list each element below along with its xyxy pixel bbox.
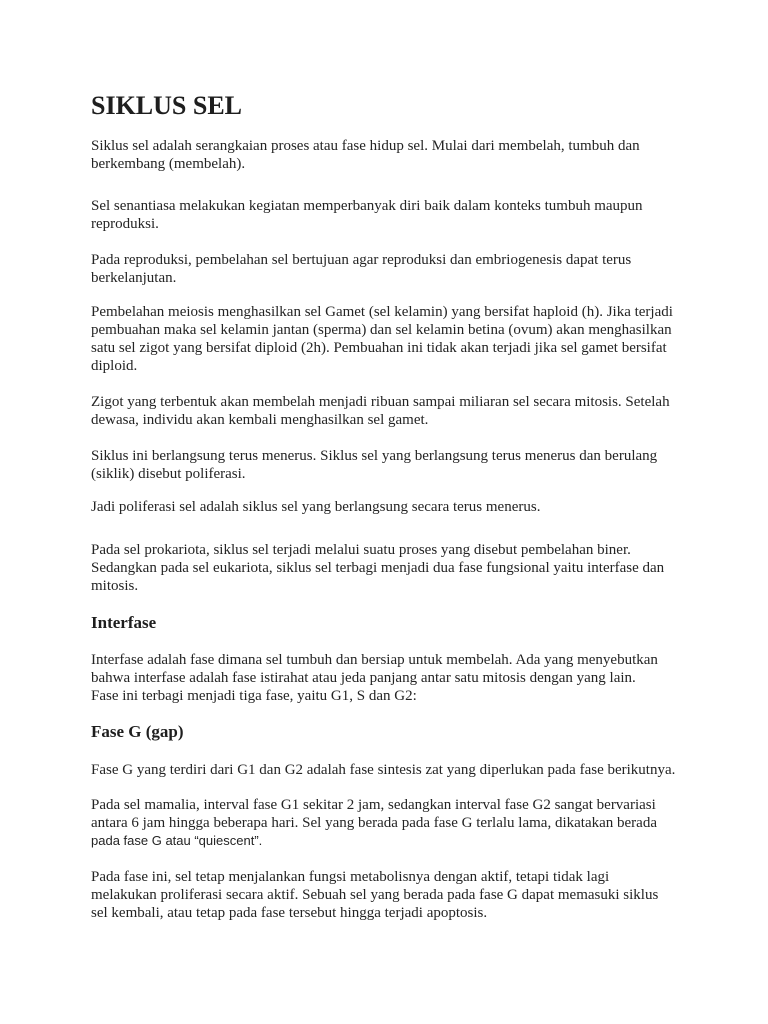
text-line: Fase ini terbagi menjadi tiga fase, yaitu G1, S dan G2:: [91, 688, 417, 704]
text-line: pembuahan maka sel kelamin jantan (sperma) dan sel kelamin betina (ovum) akan menghasilkan: [91, 322, 672, 338]
paragraph-fase-g-definition: [91, 761, 675, 779]
text-line-quiescent: pada fase G atau “quiescent”.: [91, 833, 263, 848]
text-line: diploid.: [91, 358, 138, 374]
text-line: Zigot yang terbentuk akan membelah menjadi ribuan sampai miliaran sel secara mitosis. Setelah: [91, 394, 670, 410]
document-title: SIKLUS SEL: [91, 91, 243, 120]
text-line: Pada reproduksi, pembelahan sel bertujuan agar reproduksi dan embriogenesis dapat terus: [91, 252, 632, 268]
text-line: Pada sel prokariota, siklus sel terjadi melalui suatu proses yang disebut pembelahan biner.: [91, 542, 631, 558]
text-line: Fase G yang terdiri dari G1 dan G2 adalah fase sintesis zat yang diperlukan pada fase berikutnya.: [91, 762, 676, 778]
section-heading-fase-g: Fase G (gap): [91, 722, 184, 741]
text-line: antara 6 jam hingga beberapa hari. Sel yang berada pada fase G terlalu lama, dikatakan berada: [91, 815, 657, 831]
paragraph-mammal-interval: [91, 796, 657, 850]
paragraph-proliferation: [91, 447, 657, 483]
text-line: (siklik) disebut poliferasi.: [91, 466, 246, 482]
paragraph-proliferation-summary: [91, 498, 540, 516]
text-line: Jadi poliferasi sel adalah siklus sel yang berlangsung secara terus menerus.: [91, 499, 541, 515]
text-line: reproduksi.: [91, 216, 159, 232]
text-line: Pada fase ini, sel tetap menjalankan fungsi metabolisnya dengan aktif, tetapi tidak lagi: [91, 869, 610, 885]
paragraph-intro: [91, 137, 640, 173]
paragraph-reproduction: [91, 197, 643, 233]
paragraph-prokaryote: [91, 541, 664, 595]
text-line: Interfase adalah fase dimana sel tumbuh dan bersiap untuk membelah. Ada yang menyebutkan: [91, 652, 658, 668]
text-line: Pada sel mamalia, interval fase G1 sekitar 2 jam, sedangkan interval fase G2 sangat bervariasi: [91, 797, 656, 813]
paragraph-meiosis: [91, 303, 673, 375]
text-line: sel kembali, atau tetap pada fase tersebut hingga terjadi apoptosis.: [91, 905, 488, 921]
paragraph-embryogenesis: [91, 251, 631, 287]
text-line: berkelanjutan.: [91, 270, 177, 286]
section-heading-interfase: Interfase: [91, 613, 157, 632]
text-line: berkembang (membelah).: [91, 156, 246, 172]
paragraph-interfase: [91, 651, 658, 705]
text-line: mitosis.: [91, 578, 139, 594]
text-line: Siklus sel adalah serangkaian proses atau fase hidup sel. Mulai dari membelah, tumbuh dan: [91, 138, 640, 154]
text-line: satu sel zigot yang bersifat diploid (2h). Pembuahan ini tidak akan terjadi jika sel gamet bersifat: [91, 340, 667, 356]
paragraph-zygote: [91, 393, 670, 429]
text-line: Sel senantiasa melakukan kegiatan memperbanyak diri baik dalam konteks tumbuh maupun: [91, 198, 643, 214]
text-line: melakukan proliferasi secara aktif. Sebuah sel yang berada pada fase G dapat memasuki siklus: [91, 887, 659, 903]
text-line: dewasa, individu akan kembali menghasilkan sel gamet.: [91, 412, 429, 428]
text-line: bahwa interfase adalah fase istirahat atau jeda panjang antar satu mitosis dengan yang lain.: [91, 670, 636, 686]
text-line: Pembelahan meiosis menghasilkan sel Gamet (sel kelamin) yang bersifat haploid (h). Jika terjadi: [91, 304, 673, 320]
text-line: Sedangkan pada sel eukariota, siklus sel terbagi menjadi dua fase fungsional yaitu interfase dan: [91, 560, 665, 576]
text-line: Siklus ini berlangsung terus menerus. Siklus sel yang berlangsung terus menerus dan berulang: [91, 448, 658, 464]
paragraph-metabolism: [91, 868, 658, 922]
